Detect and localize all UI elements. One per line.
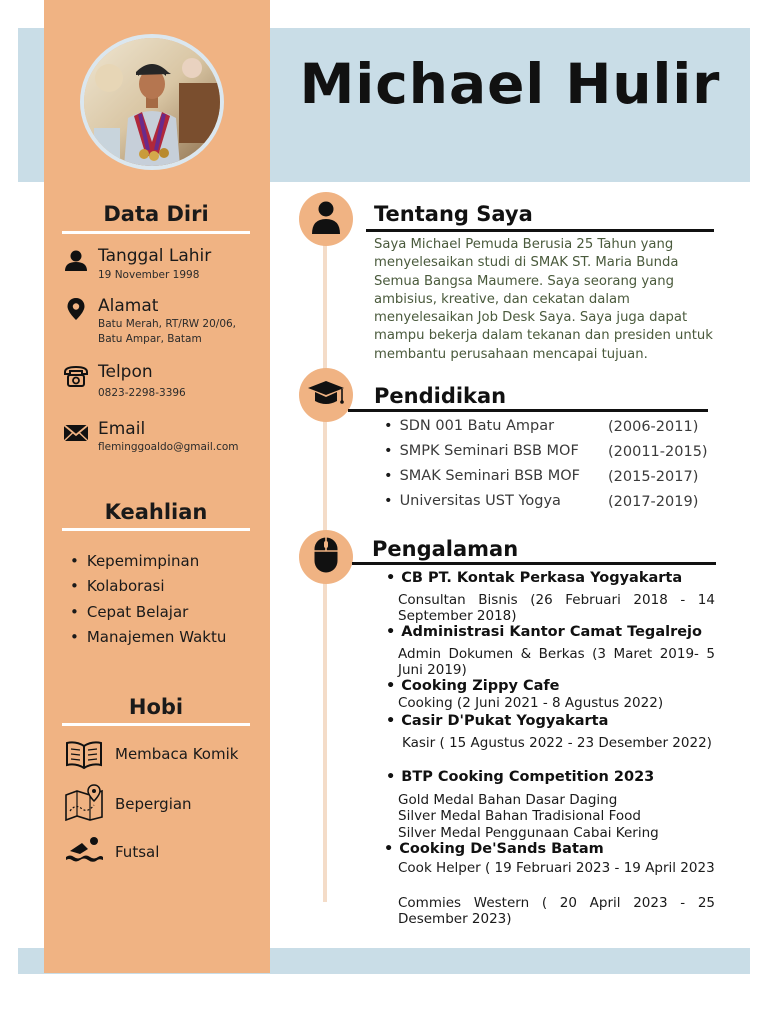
- keahlian-divider: [62, 528, 250, 531]
- data-diri-heading: Data Diri: [103, 202, 209, 226]
- hobby-label-membaca: Membaca Komik: [115, 745, 239, 763]
- list-item: • Kepemimpinan: [70, 550, 226, 575]
- experience-item-title: • CB PT. Kontak Perkasa Yogyakarta: [386, 570, 682, 586]
- profile-photo: [80, 34, 224, 170]
- experience-item-desc: Silver Medal Penggunaan Cabai Kering: [398, 825, 659, 841]
- list-item: • Kolaborasi: [70, 575, 226, 600]
- hobi-divider: [62, 723, 250, 726]
- experience-title: Pengalaman: [372, 537, 519, 561]
- data-diri-divider: [62, 231, 250, 234]
- person-icon: [63, 248, 89, 274]
- telpon-value: 0823-2298-3396: [98, 387, 186, 399]
- list-item: • Universitas UST Yogya: [384, 493, 561, 509]
- keahlian-heading: Keahlian: [104, 500, 208, 524]
- tanggal-lahir-label: Tanggal Lahir: [98, 246, 212, 266]
- skill-list: [70, 550, 226, 651]
- education-years: (2017-2019): [608, 494, 699, 510]
- about-marker: [299, 192, 353, 246]
- education-marker: [299, 368, 353, 422]
- telpon-label: Telpon: [98, 362, 153, 382]
- about-divider: [366, 229, 714, 232]
- person-icon: [310, 200, 342, 238]
- experience-item-title: • Cooking Zippy Cafe: [386, 678, 560, 694]
- experience-item-desc: Commies Western ( 20 April 2023 - 25 Desember 2023): [398, 895, 715, 927]
- graduation-cap-icon: [307, 379, 345, 411]
- envelope-icon: [63, 420, 89, 446]
- education-title: Pendidikan: [374, 384, 507, 408]
- location-pin-icon: [63, 296, 89, 322]
- alamat-label: Alamat: [98, 296, 159, 316]
- education-years: (2006-2011): [608, 419, 699, 435]
- experience-item-desc: Cook Helper ( 19 Februari 2023 - 19 April 2023: [398, 860, 715, 876]
- list-item: • Manajemen Waktu: [70, 626, 226, 651]
- email-label: Email: [98, 419, 146, 439]
- experience-item-desc: Kasir ( 15 Agustus 2022 - 23 Desember 2022): [402, 735, 712, 751]
- experience-item-title: • Administrasi Kantor Camat Tegalrejo: [386, 624, 702, 640]
- alamat-value: Batu Merah, RT/RW 20/06, Batu Ampar, Batam: [98, 318, 237, 345]
- experience-marker: [299, 530, 353, 584]
- travel-map-icon: [64, 783, 104, 817]
- list-item: • SMPK Seminari BSB MOF: [384, 443, 579, 459]
- list-item: • SDN 001 Batu Ampar: [384, 418, 554, 434]
- experience-item-title: • Cooking De'Sands Batam: [384, 841, 604, 857]
- swimmer-icon: [64, 835, 104, 869]
- hobi-heading: Hobi: [128, 695, 184, 719]
- about-text: Saya Michael Pemuda Berusia 25 Tahun yang menyelesaikan studi di SMAK ST. Maria Bunda Semua Bangsa Maumere. Saya seorang yang ambisius, kreative, dan cekatan dalam menyelesaikan Job Desk Saya. Saya juga dapat mampu bekerja dalam tekanan dan presiden untuk membantu perusahaan mencapai tujuan.: [374, 237, 713, 362]
- education-years: (20011-2015): [608, 444, 708, 460]
- hobby-label-futsal: Futsal: [115, 843, 160, 861]
- experience-item-desc: Silver Medal Bahan Tradisional Food: [398, 808, 641, 824]
- experience-item-desc: Cooking (2 Juni 2021 - 8 Agustus 2022): [398, 695, 664, 711]
- education-divider: [348, 409, 708, 412]
- experience-item-desc: Consultan Bisnis (26 Februari 2018 - 14 September 2018): [398, 592, 715, 624]
- telephone-icon: [63, 363, 89, 389]
- experience-item-title: • Casir D'Pukat Yogyakarta: [386, 713, 608, 729]
- email-value: fleminggoaldo@gmail.com: [98, 441, 239, 453]
- list-item: • Cepat Belajar: [70, 601, 226, 626]
- experience-item-desc: Gold Medal Bahan Dasar Daging: [398, 792, 618, 808]
- experience-item-title: • BTP Cooking Competition 2023: [386, 769, 654, 785]
- experience-divider: [352, 562, 716, 565]
- tanggal-lahir-value: 19 November 1998: [98, 269, 200, 281]
- hobby-label-bepergian: Bepergian: [115, 795, 192, 813]
- about-title: Tentang Saya: [374, 202, 533, 226]
- page-title: Michael Hulir: [299, 52, 721, 116]
- mouse-icon: [313, 536, 339, 578]
- experience-item-desc: Admin Dokumen & Berkas (3 Maret 2019- 5 Juni 2019): [398, 646, 715, 678]
- list-item: • SMAK Seminari BSB MOF: [384, 468, 580, 484]
- education-years: (2015-2017): [608, 469, 699, 485]
- open-book-icon: [64, 740, 104, 774]
